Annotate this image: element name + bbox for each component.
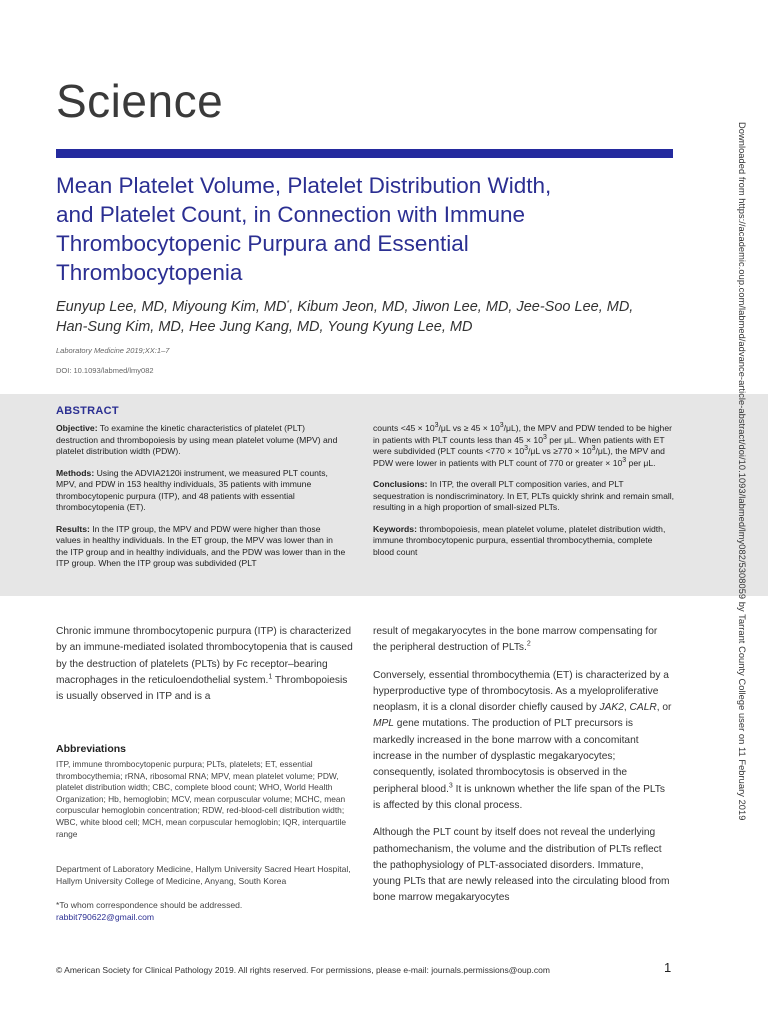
title-line: Thrombocytopenia [56, 260, 243, 285]
superscript: 3 [434, 422, 439, 430]
paragraph-text: , [623, 702, 630, 714]
affiliation: Department of Laboratory Medicine, Hallym University Sacred Heart Hospital, Hallym University College of Medicine, Anyang, South Korea [56, 864, 351, 886]
article-title [56, 171, 696, 287]
paragraph-text: It is unknown whether the life span of the PLTs is affected by this clonal process. [373, 783, 665, 811]
download-watermark-text: Downloaded from https://academic.oup.com/labmed/advance-article-abstract/doi/10.1093/labmed/lmy082/5308059 by Tarrant County College user on 11 February 2019 [737, 122, 747, 821]
paragraph-text: Chronic immune thrombocytopenic purpura (ITP) is characterized by an immune-mediated isolated thrombocytopenia that is caused by the destruction of platelets (PLTs) by Fc receptor–bearing macrophages in the reticuloendothelial system. [56, 626, 353, 686]
section-text: In ITP, the overall PLT composition varies, and PLT sequestration is nondiscriminatory. In ET, PLTs quickly shrink and remain small, resulting in a high proportion of small-sized PLTs. [373, 479, 675, 512]
paragraph-text: Although the PLT count by itself does not reveal the underlying pathomechanism, the volume and the distribution of PLTs reflect the pathophysiology of PLT-associated disorders. Immature, young PLTs that are newly released into the circulating blood from bone marrow megakaryocytes [373, 827, 670, 904]
abstract-methods [56, 468, 346, 514]
gene-name: JAK2 [599, 702, 624, 714]
gene-name: CALR [629, 702, 657, 714]
section-label: Conclusions: [373, 479, 428, 489]
abstract-results-continued [373, 423, 675, 469]
body-left-column [56, 624, 356, 716]
correspondence-note: *To whom correspondence should be addressed. [56, 900, 243, 910]
section-text: In the ITP group, the MPV and PDW were higher than those values in healthy individuals. In the ET group, the MPV was lower than in the ITP group and in healthy individuals, and the PDW was lower than in the ITP group. When the ITP group was subdivided (PLT [56, 523, 346, 568]
section-label: Objective: [56, 423, 98, 433]
section-text: To examine the kinetic characteristics of platelet (PLT) destruction and thrombopoiesis by using mean platelet volume (MPV) and platelet distribution width (PDW). [56, 423, 338, 456]
reference-mark: 2 [526, 640, 531, 648]
body-paragraph [373, 624, 673, 657]
superscript: 3 [499, 422, 504, 430]
body-paragraph [373, 668, 673, 815]
paragraph-text: , or [656, 702, 672, 714]
reference-mark: 3 [448, 782, 453, 790]
citation: Laboratory Medicine 2019;XX:1–7 [56, 346, 170, 355]
reference-mark: 1 [268, 673, 273, 681]
authors-text: Eunyup Lee, MD, Miyoung Kim, MD [56, 299, 287, 315]
doi: DOI: 10.1093/labmed/lmy082 [56, 366, 154, 375]
superscript: 3 [591, 445, 596, 453]
correspondence [56, 899, 358, 923]
section-label: Results: [56, 523, 90, 534]
corresponding-author-mark: * [286, 300, 290, 308]
abstract-objective [56, 423, 346, 458]
body-right-column [373, 624, 673, 918]
correspondence-email[interactable]: rabbit790622@gmail.com [56, 912, 155, 922]
author-line [56, 297, 696, 317]
section-text: /μL vs ≥770 × 10 [528, 446, 592, 456]
abbreviations-heading: Abbreviations [56, 743, 127, 755]
title-line: and Platelet Count, in Connection with Immune [56, 202, 526, 227]
section-text: per μL. When patients with ET were subdivided (PLT counts <770 × 10 [373, 434, 665, 456]
paragraph-text: Thrombopoiesis is usually observed in ITP and is a [56, 674, 348, 703]
abbreviations-list: ITP, immune thrombocytopenic purpura; PLTs, platelets; ET, essential thrombocythemia; rRNA, ribosomal RNA; MPV, mean platelet volume; PDW, platelet distribution width; CBC, complete blood count; WHO, World Health Organization; Hb, hemoglobin; MCV, mean corpuscular volume; MCHC, mean corpuscular hemoglobin concentration; RDW, red-blood-cell distribution width; WBC, white blood cell; MCH, mean corpuscular hemoglobin; IQR, interquartile range [56, 759, 346, 839]
section-text: per μL. [626, 457, 656, 468]
abstract-right-column [373, 423, 675, 568]
superscript: 3 [622, 456, 627, 464]
body-paragraph [373, 825, 673, 906]
download-watermark [736, 122, 748, 902]
abstract-conclusions [373, 479, 675, 514]
abstract-heading: ABSTRACT [56, 405, 119, 417]
copyright-footer: © American Society for Clinical Pathology 2019. All rights reserved. For permissions, please e-mail: journals.permissions@oup.com [56, 965, 550, 975]
gene-name: MPL [373, 718, 394, 730]
author-line: Han-Sung Kim, MD, Hee Jung Kang, MD, Young Kyung Lee, MD [56, 319, 473, 335]
section-label: Keywords: [373, 523, 417, 534]
abstract-left-column [56, 423, 346, 580]
section-text: Using the ADVIA2120i instrument, we measured PLT counts, MPV, and PDW in 153 healthy individuals, 35 patients with immune thrombocytopenic purpura (ITP), and 48 patients with essential thrombocytopenia (ET). [56, 467, 328, 512]
section-text: counts <45 × 10 [373, 423, 435, 433]
author-list [56, 297, 696, 337]
title-line: Mean Platelet Volume, Platelet Distribution Width, [56, 173, 552, 198]
paragraph-text: result of megakaryocytes in the bone marrow compensating for the peripheral destruction of PLTs. [373, 626, 658, 654]
body-paragraph [56, 624, 356, 705]
superscript: 3 [543, 433, 547, 441]
abstract-results [56, 524, 346, 570]
page-number: 1 [664, 960, 672, 975]
section-text: thrombopoiesis, mean platelet volume, platelet distribution width, immune thrombocytopenic purpura, essential thrombocythemia, complete blood count [373, 523, 666, 557]
section-text: /μL), the MPV and PDW tended to be higher in patients with PLT counts less than 45 × 10 [373, 423, 672, 445]
section-text: /μL vs ≥ 45 × 10 [438, 423, 500, 433]
abstract-keywords [373, 524, 675, 559]
section-text: /μL), the MPV and PDW were lower in patients with PLT count of 770 or greater × 10 [373, 446, 665, 468]
authors-text: , Kibum Jeon, MD, Jiwon Lee, MD, Jee-Soo Lee, MD, [289, 299, 634, 315]
section-label: Methods: [56, 467, 95, 478]
title-line: Thrombocytopenic Purpura and Essential [56, 231, 469, 256]
journal-name: Science [56, 75, 224, 127]
paragraph-text: gene mutations. The production of PLT precursors is markedly increased in the bone marrow with a concomitant increase in the number of dysplastic megakaryocytes; consequently, isolated thrombocytosis is observed in the peripheral blood. [373, 718, 639, 795]
paragraph-text: Conversely, essential thrombocythemia (ET) is characterized by a hyperproductive type of thrombocytosis. As a myeloproliferative neoplasm, it is a clonal disorder chiefly caused by [373, 669, 669, 714]
header-rule [56, 149, 673, 158]
superscript: 3 [524, 445, 529, 453]
